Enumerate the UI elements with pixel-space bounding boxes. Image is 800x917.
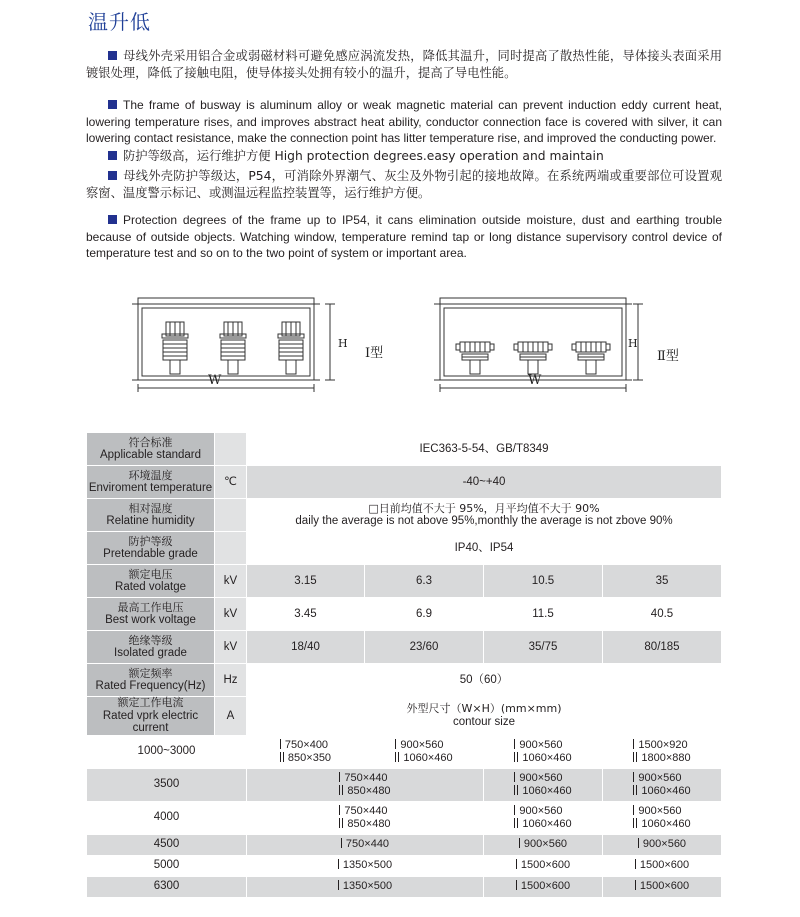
- row-unit: kV: [215, 565, 247, 598]
- size-cell: 1500×600: [484, 876, 603, 897]
- type1-width-label: W: [208, 373, 222, 388]
- bullet-square-icon: [108, 215, 117, 224]
- type1-height-label: H: [338, 337, 348, 350]
- size-cell: 1500×600: [603, 855, 722, 876]
- size-cell: 1500×600: [603, 876, 722, 897]
- row-value: 3.45: [247, 598, 365, 631]
- row-value: 23/60: [365, 631, 484, 664]
- paragraph-1: 母线外壳采用铝合金或弱磁材料可避免感应涡流发热，降低其温升，同时提高了散热性能，导体接头表面采用镀银处理，降低了接触电阻，使导体接头处拥有较小的温升，提高了导电性能。: [86, 49, 722, 80]
- row-unit: [215, 433, 247, 466]
- row-value: 50（60）: [247, 664, 722, 697]
- current-value: 3500: [87, 768, 247, 801]
- table-row: [87, 532, 722, 565]
- row-unit: A: [215, 697, 247, 736]
- table-row: [87, 466, 722, 499]
- size-cell: 750×440 850×480: [247, 801, 484, 834]
- bullet-square-icon: [108, 100, 117, 109]
- row-value: □日前均值不大于 95%，月平均值不大于 90% daily the average is not above 95%,monthly the average is not zbove 90%: [247, 499, 722, 532]
- table-row: [87, 433, 722, 466]
- row-unit: kV: [215, 598, 247, 631]
- type1-label: Ⅰ型: [365, 346, 384, 361]
- busway-type1-diagram: [130, 294, 390, 394]
- paragraph-5: Protection degrees of the frame up to IP54, it cans elimination outside moisture, dust and earthing trouble because of outside objects. Watching window, temperature remind tap or long distance supervisory control device of temperature test and so on to the two point of system or important area.: [86, 213, 722, 260]
- row-label: 额定频率 Rated Frequency(Hz): [87, 664, 215, 697]
- size-cell: 900×560: [603, 834, 722, 855]
- size-cell: 1350×500: [247, 855, 484, 876]
- table-row: [87, 697, 722, 736]
- row-label: 绝缘等级 Isolated grade: [87, 631, 215, 664]
- row-unit: [215, 532, 247, 565]
- table-row: [87, 801, 722, 834]
- row-label: 额定工作电流 Rated vprk electric current: [87, 697, 215, 736]
- row-value: 35: [603, 565, 722, 598]
- row-value: 10.5: [484, 565, 603, 598]
- row-value: 6.9: [365, 598, 484, 631]
- row-label: 符合标准 Applicable standard: [87, 433, 215, 466]
- size-cell: 1500×600: [484, 855, 603, 876]
- current-value: 1000~3000: [87, 735, 247, 768]
- table-row: [87, 768, 722, 801]
- size-cell: 900×560 1060×460: [484, 768, 603, 801]
- current-value: 4000: [87, 801, 247, 834]
- paragraph-2: The frame of busway is aluminum alloy or weak magnetic material can prevent induction eddy current heat, lowering temperature rises, and improves abstract heat ability, conductor connection face is covered with silver, it can lowering contact resistance, make the connection point has litter temperature rise, and improved the conducting power.: [86, 98, 722, 145]
- table-row: [87, 565, 722, 598]
- row-label: 环境温度 Enviroment temperature: [87, 466, 215, 499]
- size-cell: 900×560 1060×460: [603, 768, 722, 801]
- current-value: 5000: [87, 855, 247, 876]
- row-value: 80/185: [603, 631, 722, 664]
- table-row: [87, 735, 722, 768]
- table-row: [87, 631, 722, 664]
- table-row: [87, 834, 722, 855]
- type2-label: Ⅱ型: [657, 349, 679, 364]
- row-label: 最高工作电压 Best work voltage: [87, 598, 215, 631]
- bullet-square-icon: [108, 171, 117, 180]
- paragraph-3: 防护等级高，运行维护方便 High protection degrees.easy operation and maintain: [86, 148, 722, 165]
- size-cell: 900×560 1060×460: [484, 801, 603, 834]
- row-label: 防护等级 Pretendable grade: [87, 532, 215, 565]
- row-value: -40~+40: [247, 466, 722, 499]
- size-cell: 750×440: [247, 834, 484, 855]
- size-cell: 900×560: [484, 834, 603, 855]
- table-row: [87, 855, 722, 876]
- busway-type2-diagram: [432, 294, 652, 394]
- table-row: [87, 664, 722, 697]
- row-value: 3.15: [247, 565, 365, 598]
- row-label: 额定电压 Rated volatge: [87, 565, 215, 598]
- table-row: [87, 876, 722, 897]
- type2-height-label: H: [628, 337, 638, 350]
- spec-table: [86, 432, 722, 898]
- section-title: 温升低: [88, 10, 151, 34]
- size-cell: 900×560 1060×460: [484, 735, 603, 768]
- current-value: 4500: [87, 834, 247, 855]
- row-value: IP40、IP54: [247, 532, 722, 565]
- row-value: 40.5: [603, 598, 722, 631]
- size-cell: 900×560 1060×460: [603, 801, 722, 834]
- row-unit: Hz: [215, 664, 247, 697]
- row-unit: ℃: [215, 466, 247, 499]
- row-value: 11.5: [484, 598, 603, 631]
- bullet-square-icon: [108, 151, 117, 160]
- size-cell: 1350×500: [247, 876, 484, 897]
- row-value: IEC363-5-54、GB/T8349: [247, 433, 722, 466]
- row-unit: kV: [215, 631, 247, 664]
- row-value: 18/40: [247, 631, 365, 664]
- size-cell: 750×440 850×480: [247, 768, 484, 801]
- table-row: [87, 499, 722, 532]
- row-value: 外型尺寸（W×H）(mm×mm) contour size: [247, 697, 722, 736]
- row-unit: [215, 499, 247, 532]
- table-row: [87, 598, 722, 631]
- row-value: 35/75: [484, 631, 603, 664]
- row-value: 6.3: [365, 565, 484, 598]
- current-value: 6300: [87, 876, 247, 897]
- size-cell: 1500×920 1800×880: [603, 735, 722, 768]
- size-cell: 900×560 1060×460: [365, 735, 484, 768]
- row-label: 相对湿度 Relatine humidity: [87, 499, 215, 532]
- size-cell: 750×400 850×350: [247, 735, 365, 768]
- bullet-square-icon: [108, 51, 117, 60]
- paragraph-4: 母线外壳防护等级达，P54，可消除外界潮气、灰尘及外物引起的接地故障。在系统两端或重要部位可设置观察窗、温度警示标记、或测温远程监控装置等，运行维护方便。: [86, 169, 722, 200]
- type2-width-label: W: [528, 373, 542, 388]
